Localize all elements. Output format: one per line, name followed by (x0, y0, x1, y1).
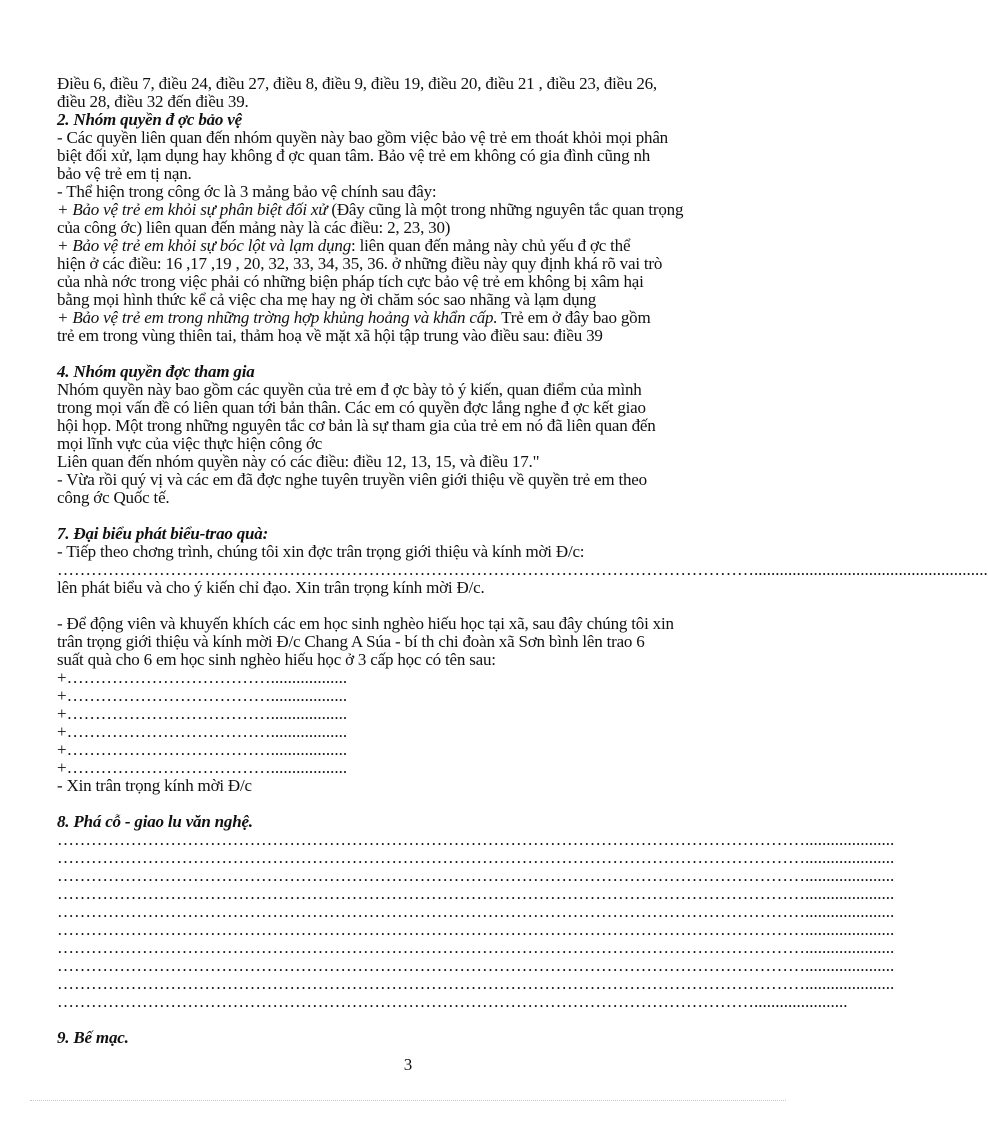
paragraph-line: - Vừa rồi quý vị và các em đã đợc nghe tuyên truyền viên giới thiệu về quyền trẻ em theo (57, 470, 647, 489)
paragraph-line: bảo vệ trẻ em tị nạn. (57, 164, 192, 183)
section-heading: 9. Bế mạc. (57, 1028, 129, 1047)
page-number: 3 (403, 1055, 413, 1074)
paragraph-line: Nhóm quyền này bao gồm các quyền của trẻ em đ ợc bày tỏ ý kiến, quan điểm của mình (57, 380, 642, 399)
dotted-fill-line: +……………………………….................. (57, 686, 348, 705)
dotted-fill-line: +……………………………….................. (57, 668, 348, 687)
paragraph-line: Điều 6, điều 7, điều 24, điều 27, điều 8, điều 9, điều 19, điều 20, điều 21 , điều 23, điều 26, (57, 74, 657, 93)
dotted-fill-line: ……………………………………………………………………………………………………………………..................... (57, 920, 895, 939)
dotted-fill-line: ……………………………………………………………………………………………………………………..................... (57, 848, 895, 867)
paragraph-line: lên phát biểu và cho ý kiến chỉ đạo. Xin trân trọng kính mời Đ/c. (57, 578, 485, 597)
paragraph-line: công ớc Quốc tế. (57, 488, 170, 507)
dotted-fill-line: ……………………………………………………………………………………………………………………..................... (57, 866, 895, 885)
dotted-fill-line: +……………………………….................. (57, 758, 348, 777)
dotted-fill-line: +……………………………….................. (57, 722, 348, 741)
paragraph-line: Liên quan đến nhóm quyền này có các điều: điều 12, 13, 15, và điều 17." (57, 452, 540, 471)
paragraph-line: - Tiếp theo chơng trình, chúng tôi xin đợc trân trọng giới thiệu và kính mời Đ/c: (57, 542, 585, 561)
paragraph-line: biệt đối xử, lạm dụng hay không đ ợc quan tâm. Bảo vệ trẻ em không có gia đình cũng nh (57, 146, 651, 165)
section-heading: 7. Đại biểu phát biểu-trao quà: (57, 524, 269, 543)
paragraph-line: - Thể hiện trong công ớc là 3 mảng bảo vệ chính sau đây: (57, 182, 437, 201)
dotted-fill-line: ……………………………………………………………………………………………………………………..................... (57, 974, 895, 993)
paragraph-line: hiện ở các điều: 16 ,17 ,19 , 20, 32, 33, 34, 35, 36. ở những điều này quy định khá rõ vai trò (57, 254, 663, 273)
dotted-fill-line: ……………………………………………………………………………………………………………...................... (57, 992, 848, 1011)
paragraph-text: (Đây cũng là một trong những nguyên tắc quan trọng (327, 200, 684, 219)
paragraph-text: : liên quan đến mảng này chủ yếu đ ợc thể (351, 236, 631, 255)
paragraph-line: trân trọng giới thiệu và kính mời Đ/c Chang A Súa - bí th chi đoàn xã Sơn bình lên trao 6 (57, 632, 645, 651)
dotted-fill-line: ……………………………………………………………………………………………………………………..................... (57, 938, 895, 957)
dotted-fill-line: ……………………………………………………………………………………………………………………..................... (57, 830, 895, 849)
paragraph-text: Trẻ em ở đây bao gồm (497, 308, 651, 327)
paragraph-line (57, 201, 767, 219)
italic-subheading: + Bảo vệ trẻ em khỏi sự bóc lột và lạm dụng (57, 236, 351, 255)
section-heading: 4. Nhóm quyền đợc tham gia (57, 362, 255, 381)
paragraph-line: mọi lĩnh vực của việc thực hiện công ớc (57, 434, 323, 453)
dotted-fill-line: ……………………………………………………………………………………………………………………..................... (57, 884, 895, 903)
paragraph-line (57, 309, 767, 327)
paragraph-line: của công ớc) liên quan đến mảng này là các điều: 2, 23, 30) (57, 218, 451, 237)
paragraph-line: - Xin trân trọng kính mời Đ/c (57, 776, 252, 795)
italic-subheading: + Bảo vệ trẻ em khỏi sự phân biệt đối xử (57, 200, 328, 219)
paragraph-line: - Để động viên và khuyến khích các em học sinh nghèo hiếu học tại xã, sau đây chúng tôi xin (57, 614, 674, 633)
section-heading: 2. Nhóm quyền đ ợc bảo vệ (57, 110, 242, 129)
paragraph-line: hội họp. Một trong những nguyên tắc cơ bản là sự tham gia của trẻ em nó đã liên quan đến (57, 416, 656, 435)
paragraph-line: suất quà cho 6 em học sinh nghèo hiếu học ở 3 cấp học có tên sau: (57, 650, 496, 669)
dotted-fill-line: +……………………………….................. (57, 740, 348, 759)
dotted-fill-line: ……………………………………………………………………………………………………………………..................... (57, 956, 895, 975)
paragraph-line (57, 237, 767, 255)
paragraph-line: của nhà nớc trong việc phải có những biện pháp tích cực bảo vệ trẻ em không bị xâm hại (57, 272, 644, 291)
italic-subheading: + Bảo vệ trẻ em trong những trờng hợp khủng hoảng và khẩn cấp. (57, 308, 498, 327)
footer-divider (30, 1100, 786, 1101)
dotted-fill-line: ……………………………………………………………………………………………………………………..................... (57, 902, 895, 921)
paragraph-line: trẻ em trong vùng thiên tai, thảm hoạ về mặt xã hội tập trung vào điều sau: điều 39 (57, 326, 603, 345)
paragraph-line: bằng mọi hình thức kể cả việc cha mẹ hay ng ời chăm sóc sao nhãng và lạm dụng (57, 290, 597, 309)
dotted-fill-line: ……………………………………………………………………………………………………………....................................................... (57, 560, 988, 579)
paragraph-line: - Các quyền liên quan đến nhóm quyền này bao gồm việc bảo vệ trẻ em thoát khỏi mọi phân (57, 128, 668, 147)
section-heading: 8. Phá cỗ - giao lu văn nghệ. (57, 812, 253, 831)
paragraph-line: điều 28, điều 32 đến điều 39. (57, 92, 249, 111)
paragraph-line: trong mọi vấn đề có liên quan tới bản thân. Các em có quyền đợc lắng nghe đ ợc kết giao (57, 398, 646, 417)
dotted-fill-line: +……………………………….................. (57, 704, 348, 723)
